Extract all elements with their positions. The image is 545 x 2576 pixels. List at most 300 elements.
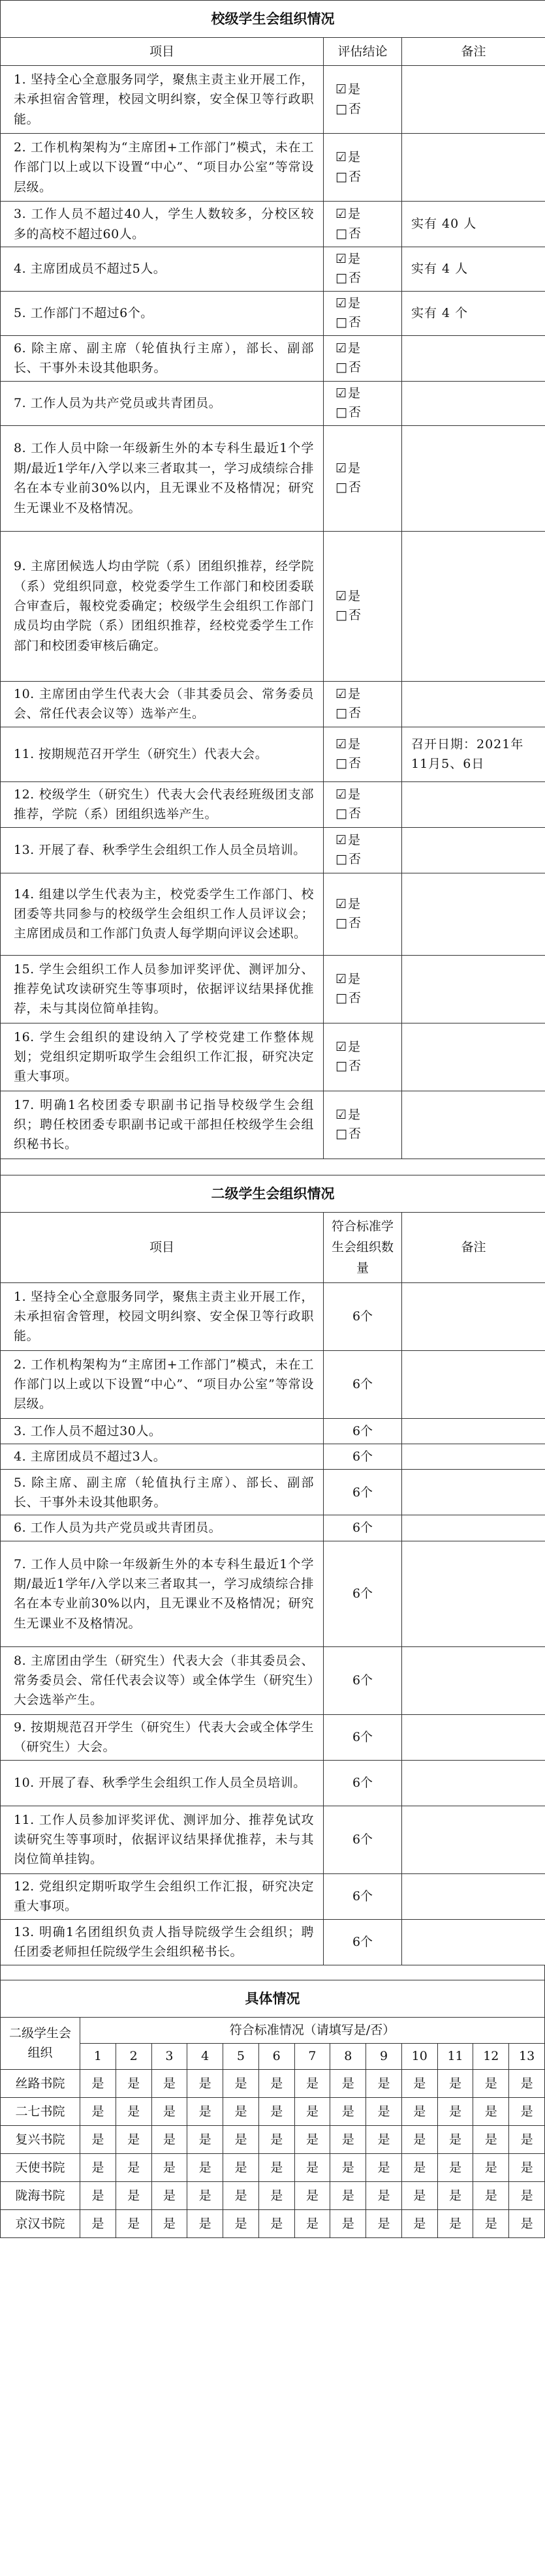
college-row-count: 6个 xyxy=(324,1515,402,1541)
no-label: 否 xyxy=(348,405,361,420)
school-row-eval xyxy=(324,727,402,781)
yes-checkbox[interactable] xyxy=(335,148,395,167)
no-checkbox[interactable] xyxy=(335,704,395,723)
school-row-item: 17. 明确1名校团委专职副书记指导校级学生会组织；聘任校团委专职副书记或干部担任校级学生会组织秘书长。 xyxy=(1,1091,324,1159)
college-row-count: 6个 xyxy=(324,1919,402,1965)
school-row-eval xyxy=(324,781,402,827)
checked-box-icon: ☑ xyxy=(335,736,347,751)
criteria-number: 9 xyxy=(366,2043,402,2069)
no-checkbox[interactable] xyxy=(335,1125,395,1144)
criteria-value: 是 xyxy=(473,2069,509,2097)
no-label: 否 xyxy=(348,101,361,116)
criteria-value: 是 xyxy=(258,2153,294,2181)
checked-box-icon: ☑ xyxy=(335,207,347,222)
school-row xyxy=(1,1091,545,1159)
college-rows xyxy=(1,1282,545,1965)
school-row-item: 5. 工作部门不超过6个。 xyxy=(1,291,324,335)
criteria-value: 是 xyxy=(437,2153,473,2181)
school-row-eval xyxy=(324,381,402,425)
no-checkbox[interactable] xyxy=(335,224,395,243)
college-name: 二七书院 xyxy=(1,2097,80,2125)
criteria-value: 是 xyxy=(80,2153,116,2181)
criteria-number: 5 xyxy=(223,2043,259,2069)
yes-label: 是 xyxy=(348,341,361,356)
criteria-value: 是 xyxy=(187,2069,223,2097)
school-row-note xyxy=(402,66,545,134)
no-label: 否 xyxy=(348,1059,361,1074)
college-row-item: 3. 工作人员不超过30人。 xyxy=(1,1418,324,1444)
yes-checkbox[interactable] xyxy=(335,294,395,313)
school-row-item: 13. 开展了春、秋季学生会组织工作人员全员培训。 xyxy=(1,827,324,873)
school-row xyxy=(1,781,545,827)
college-row-count: 6个 xyxy=(324,1282,402,1350)
criteria-value: 是 xyxy=(330,2069,366,2097)
no-label: 否 xyxy=(348,360,361,375)
unchecked-box-icon: □ xyxy=(335,405,347,420)
criteria-value: 是 xyxy=(437,2209,473,2237)
criteria-value: 是 xyxy=(401,2125,437,2153)
criteria-number: 8 xyxy=(330,2043,366,2069)
no-checkbox[interactable] xyxy=(335,100,395,119)
criteria-value: 是 xyxy=(80,2069,116,2097)
unchecked-box-icon: □ xyxy=(335,169,347,184)
checked-box-icon: ☑ xyxy=(335,896,347,911)
criteria-value: 是 xyxy=(294,2125,330,2153)
college-row xyxy=(1,1515,545,1541)
no-checkbox[interactable] xyxy=(335,850,395,869)
checked-box-icon: ☑ xyxy=(335,461,347,476)
yes-label: 是 xyxy=(348,896,361,911)
criteria-number: 1 xyxy=(80,2043,116,2069)
no-label: 否 xyxy=(348,756,361,771)
school-row-item: 7. 工作人员为共产党员或共青团员。 xyxy=(1,381,324,425)
criteria-value: 是 xyxy=(223,2097,259,2125)
no-checkbox[interactable] xyxy=(335,478,395,497)
no-checkbox[interactable] xyxy=(335,269,395,288)
checked-box-icon: ☑ xyxy=(335,1039,347,1054)
criteria-value: 是 xyxy=(294,2209,330,2237)
criteria-value: 是 xyxy=(473,2097,509,2125)
criteria-value: 是 xyxy=(509,2209,545,2237)
no-label: 否 xyxy=(348,852,361,867)
criteria-value: 是 xyxy=(509,2125,545,2153)
no-checkbox[interactable] xyxy=(335,403,395,422)
school-row xyxy=(1,381,545,425)
yes-label: 是 xyxy=(348,1107,361,1122)
criteria-number: 6 xyxy=(258,2043,294,2069)
school-row-eval xyxy=(324,291,402,335)
college-row xyxy=(1,1418,545,1444)
no-label: 否 xyxy=(348,706,361,721)
school-row xyxy=(1,202,545,247)
school-row-note xyxy=(402,531,545,681)
college-header-item: 项目 xyxy=(1,1212,324,1282)
college-row-note xyxy=(402,1350,545,1418)
college-row-note xyxy=(402,1470,545,1515)
unchecked-box-icon: □ xyxy=(335,608,347,623)
college-row-count: 6个 xyxy=(324,1541,402,1646)
yes-label: 是 xyxy=(348,295,361,311)
criteria-value: 是 xyxy=(223,2125,259,2153)
criteria-value: 是 xyxy=(258,2097,294,2125)
no-checkbox[interactable] xyxy=(335,606,395,625)
school-row-note: 召开日期：2021年11月5、6日 xyxy=(402,727,545,781)
school-row-note xyxy=(402,134,545,202)
criteria-value: 是 xyxy=(187,2181,223,2209)
no-checkbox[interactable] xyxy=(335,804,395,823)
no-checkbox[interactable] xyxy=(335,989,395,1008)
college-row xyxy=(1,1541,545,1646)
yes-checkbox[interactable] xyxy=(335,785,395,804)
criteria-value: 是 xyxy=(437,2125,473,2153)
school-row-eval xyxy=(324,66,402,134)
college-row-note xyxy=(402,1806,545,1873)
school-row-item: 15. 学生会组织工作人员参加评奖评优、测评加分、推荐免试攻读研究生等事项时，依据评议结果择优推荐，未与其岗位简单挂钩。 xyxy=(1,955,324,1023)
college-section-title: 二级学生会组织情况 xyxy=(1,1175,545,1212)
school-row-eval xyxy=(324,202,402,247)
checked-box-icon: ☑ xyxy=(335,295,347,311)
no-checkbox[interactable] xyxy=(335,168,395,187)
criteria-value: 是 xyxy=(151,2125,187,2153)
college-name: 京汉书院 xyxy=(1,2209,80,2237)
school-row-note: 实有 4 人 xyxy=(402,247,545,292)
school-row xyxy=(1,727,545,781)
no-label: 否 xyxy=(348,169,361,184)
criteria-value: 是 xyxy=(116,2125,151,2153)
yes-label: 是 xyxy=(348,252,361,266)
unchecked-box-icon: □ xyxy=(335,271,347,286)
no-checkbox[interactable] xyxy=(335,313,395,332)
school-row-note xyxy=(402,681,545,727)
school-row xyxy=(1,955,545,1023)
unchecked-box-icon: □ xyxy=(335,806,347,821)
school-row-note xyxy=(402,381,545,425)
college-row-item: 8. 主席团由学生（研究生）代表大会（非其委员会、常务委员会、常任代表会议等）或全体学生（研究生）大会选举产生。 xyxy=(1,1646,324,1714)
yes-label: 是 xyxy=(348,686,361,701)
college-row-item: 2. 工作机构架构为“主席团+工作部门”模式，未在工作部门以上或以下设置“中心”、“项目办公室”等常设层级。 xyxy=(1,1350,324,1418)
criteria-value: 是 xyxy=(509,2153,545,2181)
college-row-item: 1. 坚持全心全意服务同学，聚焦主责主业开展工作，未承担宿舍管理，校园文明纠察、安全保卫等行政职能。 xyxy=(1,1282,324,1350)
checked-box-icon: ☑ xyxy=(335,150,347,165)
no-label: 否 xyxy=(348,806,361,821)
criteria-value: 是 xyxy=(366,2209,402,2237)
criteria-value: 是 xyxy=(80,2125,116,2153)
college-section xyxy=(1,1159,545,1282)
yes-label: 是 xyxy=(348,832,361,847)
criteria-value: 是 xyxy=(187,2125,223,2153)
yes-label: 是 xyxy=(348,207,361,222)
college-row xyxy=(1,1760,545,1806)
criteria-value: 是 xyxy=(437,2181,473,2209)
college-row-note xyxy=(402,1646,545,1714)
yes-checkbox[interactable] xyxy=(335,339,395,358)
school-row-item: 6. 除主席、副主席（轮值执行主席），部长、副部长、干事外未设其他职务。 xyxy=(1,335,324,381)
detail-row xyxy=(1,2209,545,2237)
criteria-value: 是 xyxy=(294,2181,330,2209)
school-row-item: 14. 组建以学生代表为主，校党委学生工作部门、校团委等共同参与的校级学生会组织工作人员评议会；主席团成员和工作部门负责人每学期向评议会述职。 xyxy=(1,873,324,955)
criteria-value: 是 xyxy=(151,2209,187,2237)
college-name: 天使书院 xyxy=(1,2153,80,2181)
yes-checkbox[interactable] xyxy=(335,80,395,99)
college-row-note xyxy=(402,1418,545,1444)
school-row xyxy=(1,425,545,531)
criteria-value: 是 xyxy=(151,2181,187,2209)
yes-checkbox[interactable] xyxy=(335,831,395,850)
college-row-item: 6. 工作人员为共产党员或共青团员。 xyxy=(1,1515,324,1541)
detail-section-title: 具体情况 xyxy=(1,1980,545,2017)
college-row-note xyxy=(402,1541,545,1646)
criteria-value: 是 xyxy=(330,2153,366,2181)
college-row-item: 7. 工作人员中除一年级新生外的本专科生最近1个学期/最近1学年/入学以来三者取其一，学习成绩综合排名在本专业前30%以内，且无课业不及格情况；研究生无课业不及格情况。 xyxy=(1,1541,324,1646)
criteria-value: 是 xyxy=(473,2209,509,2237)
college-row-note xyxy=(402,1444,545,1470)
school-row-eval xyxy=(324,873,402,955)
college-row-count: 6个 xyxy=(324,1646,402,1714)
unchecked-box-icon: □ xyxy=(335,706,347,721)
yes-label: 是 xyxy=(348,971,361,986)
criteria-value: 是 xyxy=(366,2069,402,2097)
criteria-value: 是 xyxy=(401,2097,437,2125)
criteria-value: 是 xyxy=(258,2209,294,2237)
criteria-value: 是 xyxy=(366,2097,402,2125)
school-row-note xyxy=(402,425,545,531)
criteria-value: 是 xyxy=(258,2069,294,2097)
college-row-count: 6个 xyxy=(324,1350,402,1418)
college-row-item: 12. 党组织定期听取学生会组织工作汇报，研究决定重大事项。 xyxy=(1,1873,324,1919)
yes-checkbox[interactable] xyxy=(335,685,395,704)
yes-checkbox[interactable] xyxy=(335,205,395,224)
no-checkbox[interactable] xyxy=(335,754,395,773)
no-label: 否 xyxy=(348,226,361,241)
criteria-number: 3 xyxy=(151,2043,187,2069)
school-row-note xyxy=(402,335,545,381)
checked-box-icon: ☑ xyxy=(335,341,347,356)
yes-label: 是 xyxy=(348,588,361,603)
college-row-count: 6个 xyxy=(324,1418,402,1444)
school-section xyxy=(1,1,545,1159)
criteria-value: 是 xyxy=(509,2181,545,2209)
college-row xyxy=(1,1646,545,1714)
criteria-value: 是 xyxy=(330,2181,366,2209)
school-row-note xyxy=(402,1091,545,1159)
college-row-note xyxy=(402,1282,545,1350)
unchecked-box-icon: □ xyxy=(335,916,347,931)
no-label: 否 xyxy=(348,608,361,623)
criteria-value: 是 xyxy=(366,2153,402,2181)
criteria-value: 是 xyxy=(80,2181,116,2209)
college-row-count: 6个 xyxy=(324,1470,402,1515)
school-row xyxy=(1,827,545,873)
school-row-item: 2. 工作机构架构为“主席团+工作部门”模式，未在工作部门以上或以下设置“中心”、“项目办公室”等常设层级。 xyxy=(1,134,324,202)
criteria-value: 是 xyxy=(187,2097,223,2125)
criteria-value: 是 xyxy=(401,2209,437,2237)
checked-box-icon: ☑ xyxy=(335,686,347,701)
school-row-note xyxy=(402,1023,545,1091)
detail-row xyxy=(1,2181,545,2209)
school-row-eval xyxy=(324,335,402,381)
checked-box-icon: ☑ xyxy=(335,1107,347,1122)
unchecked-box-icon: □ xyxy=(335,315,347,330)
yes-label: 是 xyxy=(348,386,361,401)
school-row-note: 实有 40 人 xyxy=(402,202,545,247)
checked-box-icon: ☑ xyxy=(335,588,347,603)
detail-criteria-header: 符合标准情况（请填写是/否） xyxy=(80,2017,545,2043)
unchecked-box-icon: □ xyxy=(335,852,347,867)
unchecked-box-icon: □ xyxy=(335,756,347,771)
school-row-note: 实有 4 个 xyxy=(402,291,545,335)
college-row xyxy=(1,1919,545,1965)
school-row-eval xyxy=(324,827,402,873)
college-name: 丝路书院 xyxy=(1,2069,80,2097)
criteria-value: 是 xyxy=(223,2069,259,2097)
criteria-value: 是 xyxy=(151,2097,187,2125)
no-checkbox[interactable] xyxy=(335,914,395,933)
yes-checkbox[interactable] xyxy=(335,895,395,914)
criteria-value: 是 xyxy=(330,2125,366,2153)
unchecked-box-icon: □ xyxy=(335,101,347,116)
criteria-number: 2 xyxy=(116,2043,151,2069)
school-row-note xyxy=(402,873,545,955)
yes-checkbox[interactable] xyxy=(335,587,395,606)
yes-label: 是 xyxy=(348,150,361,165)
criteria-number: 12 xyxy=(473,2043,509,2069)
yes-checkbox[interactable] xyxy=(335,1106,395,1125)
unchecked-box-icon: □ xyxy=(335,1059,347,1074)
school-row xyxy=(1,247,545,292)
college-row-note xyxy=(402,1714,545,1760)
school-section-title: 校级学生会组织情况 xyxy=(1,1,545,38)
college-row-item: 9. 按期规范召开学生（研究生）代表大会或全体学生（研究生）大会。 xyxy=(1,1714,324,1760)
criteria-value: 是 xyxy=(401,2069,437,2097)
criteria-number: 11 xyxy=(437,2043,473,2069)
no-label: 否 xyxy=(348,480,361,495)
school-row-eval xyxy=(324,531,402,681)
detail-row xyxy=(1,2097,545,2125)
criteria-value: 是 xyxy=(116,2181,151,2209)
college-row-count: 6个 xyxy=(324,1873,402,1919)
college-row-item: 10. 开展了春、秋季学生会组织工作人员全员培训。 xyxy=(1,1760,324,1806)
school-row xyxy=(1,66,545,134)
unchecked-box-icon: □ xyxy=(335,1127,347,1142)
college-row-note xyxy=(402,1873,545,1919)
college-row-item: 4. 主席团成员不超过3人。 xyxy=(1,1444,324,1470)
yes-checkbox[interactable] xyxy=(335,459,395,478)
school-row xyxy=(1,873,545,955)
school-row-item: 8. 工作人员中除一年级新生外的本专科生最近1个学期/最近1学年/入学以来三者取其一，学习成绩综合排名在本专业前30%以内，且无课业不及格情况；研究生无课业不及格情况。 xyxy=(1,425,324,531)
criteria-value: 是 xyxy=(330,2209,366,2237)
criteria-value: 是 xyxy=(80,2097,116,2125)
college-row-item: 11. 工作人员参加评奖评优、测评加分、推荐免试攻读研究生等事项时，依据评议结果择优推荐，未与其岗位简单挂钩。 xyxy=(1,1806,324,1873)
criteria-value: 是 xyxy=(294,2097,330,2125)
criteria-number: 4 xyxy=(187,2043,223,2069)
criteria-value: 是 xyxy=(116,2097,151,2125)
school-row-eval xyxy=(324,955,402,1023)
college-header-count: 符合标准学生会组织数量 xyxy=(324,1212,402,1282)
unchecked-box-icon: □ xyxy=(335,360,347,375)
school-header-item: 项目 xyxy=(1,38,324,66)
no-label: 否 xyxy=(348,315,361,330)
detail-row xyxy=(1,2069,545,2097)
school-row-item: 11. 按期规范召开学生（研究生）代表大会。 xyxy=(1,727,324,781)
school-row-item: 16. 学生会组织的建设纳入了学校党建工作整体规划；党组织定期听取学生会组织工作汇报，研究决定重大事项。 xyxy=(1,1023,324,1091)
college-row-count: 6个 xyxy=(324,1760,402,1806)
yes-checkbox[interactable] xyxy=(335,970,395,989)
school-row-item: 10. 主席团由学生代表大会（非其委员会、常务委员会、常任代表会议等）选举产生。 xyxy=(1,681,324,727)
school-row xyxy=(1,1023,545,1091)
checked-box-icon: ☑ xyxy=(335,252,347,266)
no-label: 否 xyxy=(348,991,361,1006)
college-row-count: 6个 xyxy=(324,1444,402,1470)
criteria-value: 是 xyxy=(151,2069,187,2097)
school-header-note: 备注 xyxy=(402,38,545,66)
criteria-value: 是 xyxy=(437,2069,473,2097)
college-name: 复兴书院 xyxy=(1,2125,80,2153)
checked-box-icon: ☑ xyxy=(335,787,347,802)
detail-row xyxy=(1,2153,545,2181)
school-row xyxy=(1,531,545,681)
no-label: 否 xyxy=(348,1127,361,1142)
college-row-item: 13. 明确1名团组织负责人指导院级学生会组织；聘任团委老师担任院级学生会组织秘书长。 xyxy=(1,1919,324,1965)
college-row xyxy=(1,1806,545,1873)
criteria-value: 是 xyxy=(294,2153,330,2181)
no-checkbox[interactable] xyxy=(335,1057,395,1076)
criteria-value: 是 xyxy=(223,2209,259,2237)
checked-box-icon: ☑ xyxy=(335,971,347,986)
school-row-note xyxy=(402,955,545,1023)
yes-checkbox[interactable] xyxy=(335,735,395,754)
school-row-item: 9. 主席团候选人均由学院（系）团组织推荐，经学院（系）党组织同意，校党委学生工作部门和校团委联合审查后，報校党委确定；校级学生会组织工作部门成员均由学院（系）团组织推荐，经校党委学生工作部门和校团委审核后确定。 xyxy=(1,531,324,681)
criteria-value: 是 xyxy=(473,2153,509,2181)
criteria-value: 是 xyxy=(223,2181,259,2209)
school-header-eval: 评估结论 xyxy=(324,38,402,66)
yes-checkbox[interactable] xyxy=(335,384,395,403)
college-row xyxy=(1,1444,545,1470)
criteria-value: 是 xyxy=(473,2125,509,2153)
college-row-count: 6个 xyxy=(324,1714,402,1760)
college-row-count: 6个 xyxy=(324,1806,402,1873)
college-row xyxy=(1,1873,545,1919)
detail-table xyxy=(0,1965,545,2238)
criteria-value: 是 xyxy=(473,2181,509,2209)
college-header-note: 备注 xyxy=(402,1212,545,1282)
school-row xyxy=(1,291,545,335)
college-row-note xyxy=(402,1760,545,1806)
detail-section xyxy=(1,1965,545,2238)
criteria-value: 是 xyxy=(366,2181,402,2209)
college-row-note xyxy=(402,1515,545,1541)
criteria-value: 是 xyxy=(116,2069,151,2097)
criteria-value: 是 xyxy=(509,2069,545,2097)
yes-label: 是 xyxy=(348,736,361,751)
criteria-value: 是 xyxy=(401,2181,437,2209)
college-row-item: 5. 除主席、副主席（轮值执行主席）、部长、副部长、干事外未设其他职务。 xyxy=(1,1470,324,1515)
yes-checkbox[interactable] xyxy=(335,1038,395,1057)
checked-box-icon: ☑ xyxy=(335,832,347,847)
yes-label: 是 xyxy=(348,1039,361,1054)
criteria-value: 是 xyxy=(330,2097,366,2125)
no-checkbox[interactable] xyxy=(335,358,395,377)
criteria-value: 是 xyxy=(294,2069,330,2097)
school-row-item: 3. 工作人员不超过40人，学生人数较多，分校区较多的高校不超过60人。 xyxy=(1,202,324,247)
school-row xyxy=(1,681,545,727)
yes-checkbox[interactable] xyxy=(335,250,395,269)
college-row xyxy=(1,1350,545,1418)
school-row-eval xyxy=(324,1023,402,1091)
yes-label: 是 xyxy=(348,787,361,802)
no-label: 否 xyxy=(348,271,361,286)
criteria-number: 7 xyxy=(294,2043,330,2069)
criteria-value: 是 xyxy=(509,2097,545,2125)
